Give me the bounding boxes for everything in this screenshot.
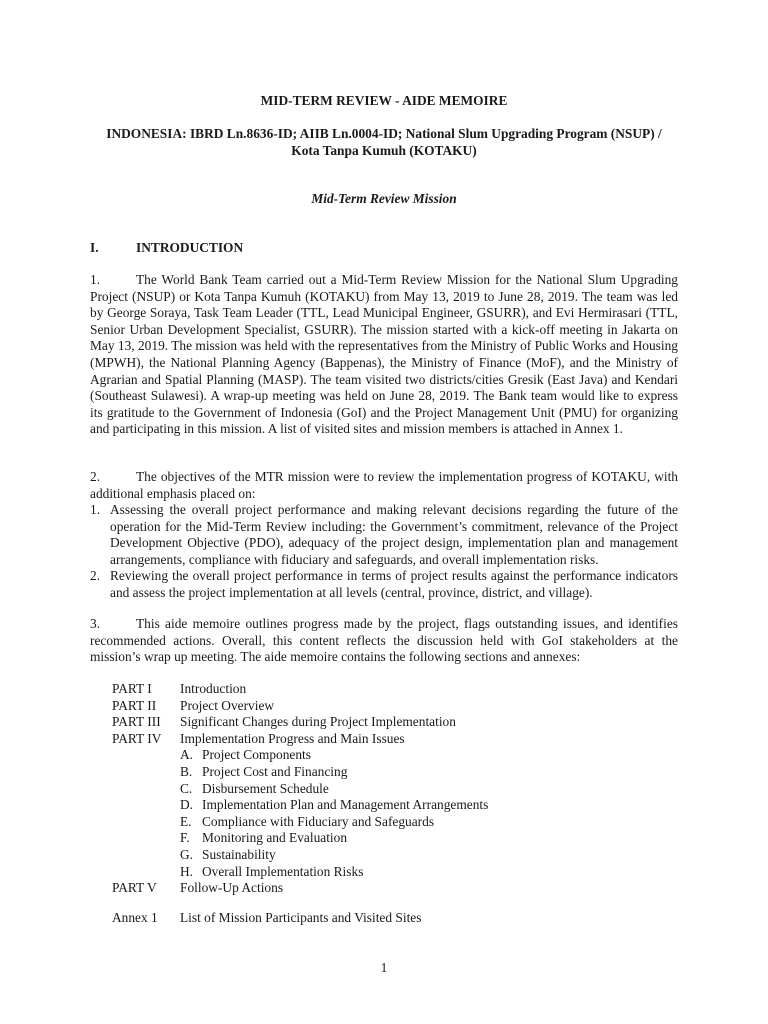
paragraph-text: The objectives of the MTR mission were to review the implementation progress of KOTAKU, with additional emphasis placed on: xyxy=(90,469,678,501)
toc-annex-label: Annex 1 xyxy=(112,910,158,925)
list-marker: 1. xyxy=(90,502,101,517)
toc-sub-title: Project Cost and Financing xyxy=(202,763,348,779)
toc-subsection xyxy=(112,847,672,864)
toc-sub-letter: B. xyxy=(180,763,193,779)
list-item xyxy=(90,502,678,568)
paragraph-2 xyxy=(90,469,678,502)
section-number: I. xyxy=(90,240,99,255)
section-title: INTRODUCTION xyxy=(136,240,244,255)
subtitle-line-2: Kota Tanpa Kumuh (KOTAKU) xyxy=(291,142,477,158)
objectives-list xyxy=(90,502,678,602)
toc-sub-title: Project Components xyxy=(202,747,311,763)
toc-part-title: Introduction xyxy=(180,681,247,696)
toc-sub-letter: E. xyxy=(180,813,192,829)
paragraph-number: 1. xyxy=(90,272,101,287)
page-number: 1 xyxy=(380,960,388,975)
mission-heading: Mid-Term Review Mission xyxy=(311,191,457,206)
toc-part-title: Project Overview xyxy=(180,697,275,713)
toc-sub-letter: H. xyxy=(180,863,194,879)
toc-part-title: Implementation Progress and Main Issues xyxy=(180,730,405,746)
toc-subsection xyxy=(112,781,672,798)
toc-row xyxy=(112,681,672,698)
toc-subsection xyxy=(112,764,672,781)
toc-part-label: PART V xyxy=(112,880,157,896)
toc-part-label: PART IV xyxy=(112,730,162,746)
toc-row xyxy=(112,698,672,715)
toc-part-label: PART III xyxy=(112,714,161,730)
toc-annex-row xyxy=(112,910,672,927)
toc-sub-title: Implementation Plan and Management Arrangements xyxy=(202,797,489,813)
toc-row xyxy=(112,731,672,748)
toc-sub-letter: F. xyxy=(180,830,190,846)
toc-part-label: PART II xyxy=(112,697,157,713)
toc-subsection xyxy=(112,797,672,814)
toc-sub-title: Monitoring and Evaluation xyxy=(202,830,348,846)
toc-part-title: Follow-Up Actions xyxy=(180,880,284,896)
paragraph-3 xyxy=(90,616,678,666)
list-item xyxy=(90,568,678,601)
toc-sub-title: Sustainability xyxy=(202,846,276,862)
section-heading xyxy=(90,240,243,257)
document-title: MID-TERM REVIEW - AIDE MEMOIRE xyxy=(260,93,508,108)
paragraph-1 xyxy=(90,272,678,438)
toc-annex-title: List of Mission Participants and Visited Sites xyxy=(180,910,422,925)
paragraph-text: The World Bank Team carried out a Mid-Term Review Mission for the National Slum Upgrading Project (NSUP) or Kota Tanpa Kumuh (KOTAKU) from May 13, 2019 to June 28, 2019. The team was led by George Soraya, Task Team Leader (TTL, Lead Municipal Engineer, GSURR), and Evi Hermirasari (TTL, Senior Urban Development Specialist, GSURR). The mission started with a kick-off meeting in Jakarta on May 13, 2019. The mission was held with the representatives from the Ministry of Public Works and Housing (MPWH), the National Planning Agency (Bappenas), the Ministry of Finance (MoF), and the Ministry of Agrarian and Spatial Planning (MASP). The team visited two districts/cities Gresik (East Java) and Kendari (Southeast Sulawesi). A wrap-up meeting was held on June 28, 2019. The Bank team would like to express its gratitude to the Government of Indonesia (GoI) and the Project Management Unit (PMU) for organizing and participating in this mission. A list of visited sites and mission members is attached in Annex 1. xyxy=(90,272,678,437)
toc-sub-letter: D. xyxy=(180,797,194,813)
toc-part-label: PART I xyxy=(112,681,152,696)
list-item-text: Assessing the overall project performance and making relevant decisions regarding the future of the operation for the Mid-Term Review including: the Government’s commitment, relevance of the Project Development Objective (PDO), adequacy of the project design, implementation plan and management arrangements, compliance with fiduciary and safeguards, and overall implementation risks. xyxy=(110,502,678,567)
paragraph-number: 3. xyxy=(90,616,101,631)
toc-subsection xyxy=(112,814,672,831)
toc-subsection xyxy=(112,747,672,764)
paragraph-text: This aide memoire outlines progress made by the project, flags outstanding issues, and identifies recommended actions. Overall, this content reflects the discussion held with GoI stakeholders at the mission’s wrap up meeting. The aide memoire contains the following sections and annexes: xyxy=(90,616,678,665)
document-page xyxy=(90,0,678,1024)
toc-row xyxy=(112,880,672,897)
toc-subsection xyxy=(112,864,672,881)
subtitle-line-1: INDONESIA: IBRD Ln.8636-ID; AIIB Ln.0004-ID; National Slum Upgrading Program (NSUP) / xyxy=(106,126,662,141)
paragraph-number: 2. xyxy=(90,469,101,484)
toc-subsection xyxy=(112,830,672,847)
list-item-text: Reviewing the overall project performance in terms of project results against the performance indicators and assess the project implementation at all levels (central, province, district, and village). xyxy=(110,568,678,600)
list-marker: 2. xyxy=(90,568,101,584)
toc-sub-title: Compliance with Fiduciary and Safeguards xyxy=(202,813,435,829)
contents-list xyxy=(112,681,672,897)
toc-row xyxy=(112,714,672,731)
toc-sub-letter: G. xyxy=(180,846,194,862)
toc-sub-letter: C. xyxy=(180,780,193,796)
toc-sub-letter: A. xyxy=(180,747,194,763)
toc-sub-title: Disbursement Schedule xyxy=(202,780,329,796)
toc-part-title: Significant Changes during Project Implementation xyxy=(180,714,456,730)
document-subtitle xyxy=(90,126,678,159)
toc-sub-title: Overall Implementation Risks xyxy=(202,863,364,879)
